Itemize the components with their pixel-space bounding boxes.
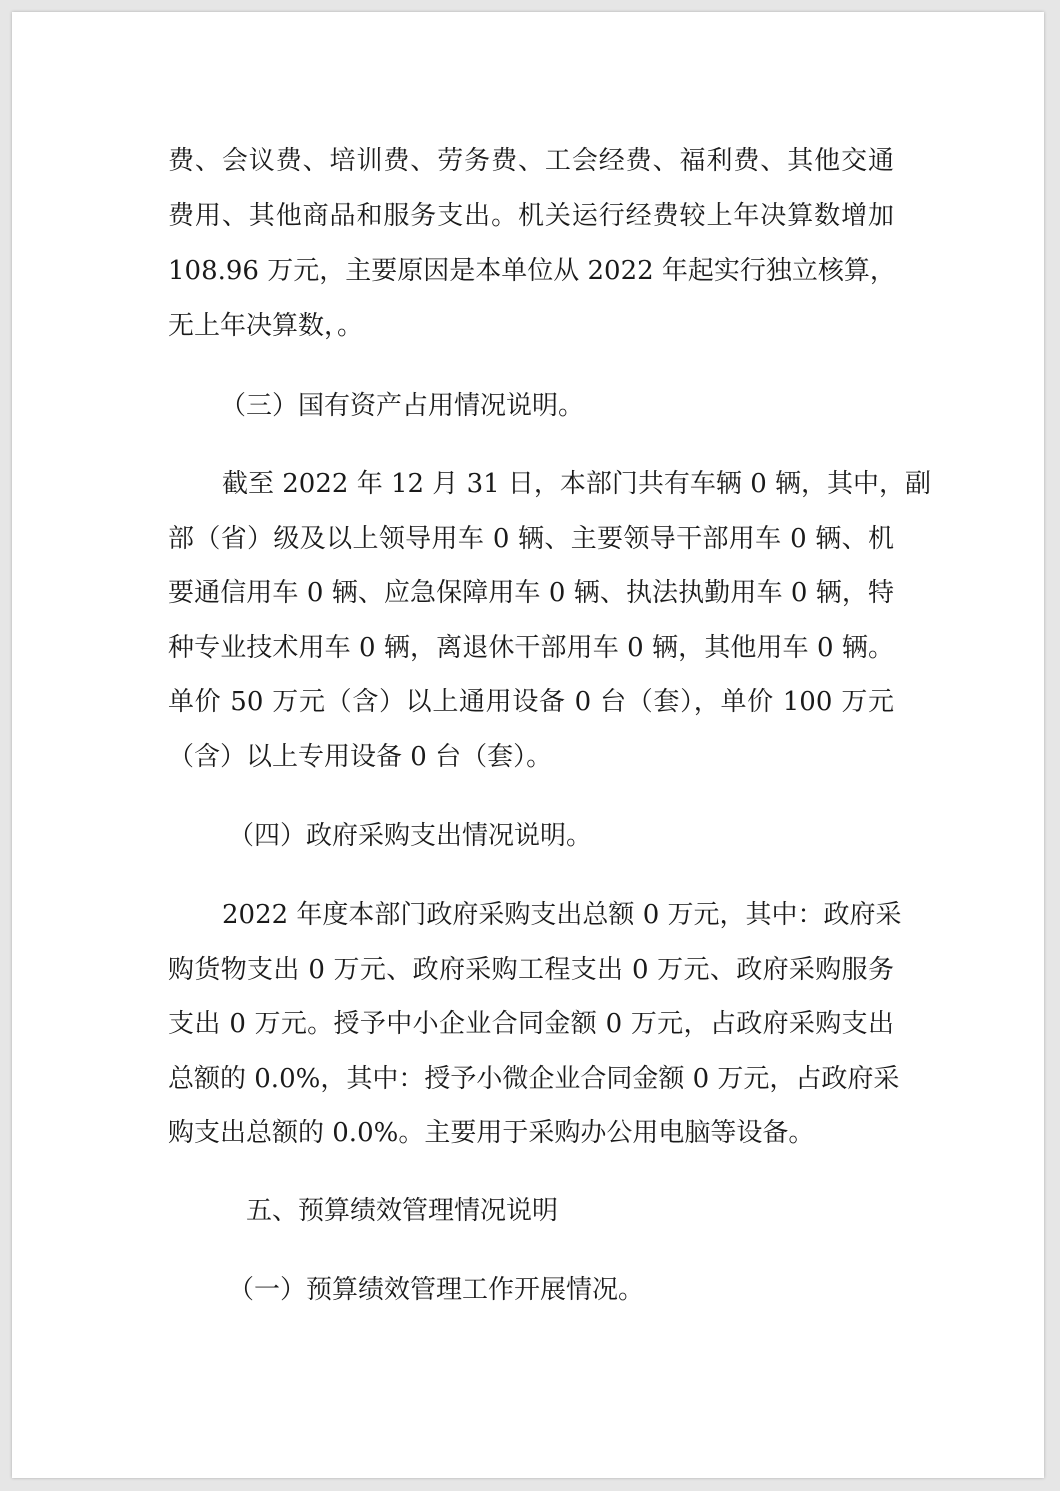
text-line: 无上年决算数，。 bbox=[168, 311, 364, 341]
text-line: 费用、其他商品和服务支出。机关运行经费较上年决算数增加 bbox=[168, 201, 894, 231]
text-line: 费、会议费、培训费、劳务费、工会经费、福利费、其他交通 bbox=[168, 146, 894, 176]
text-line: 购支出总额的 0.0%。主要用于采购办公用电脑等设备。 bbox=[168, 1118, 815, 1148]
section-heading: （四）政府采购支出情况说明。 bbox=[228, 821, 593, 851]
text-line: 108.96 万元，主要原因是本单位从 2022 年起实行独立核算， bbox=[168, 256, 896, 286]
text-line: （含）以上专用设备 0 台（套）。 bbox=[168, 742, 553, 772]
text-line: 购货物支出 0 万元、政府采购工程支出 0 万元、政府采购服务 bbox=[168, 955, 894, 985]
text-line: 单价 50 万元（含）以上通用设备 0 台（套），单价 100 万元 bbox=[168, 687, 894, 717]
text-line: 种专业技术用车 0 辆，离退休干部用车 0 辆，其他用车 0 辆。 bbox=[168, 633, 894, 663]
text-line: 2022 年度本部门政府采购支出总额 0 万元，其中：政府采 bbox=[222, 900, 902, 930]
section-heading: （三）国有资产占用情况说明。 bbox=[220, 391, 585, 421]
text-line: 部（省）级及以上领导用车 0 辆、主要领导干部用车 0 辆、机 bbox=[168, 524, 894, 554]
text-line: 总额的 0.0%，其中：授予小微企业合同金额 0 万元，占政府采 bbox=[168, 1064, 900, 1094]
text-line: 支出 0 万元。授予中小企业合同金额 0 万元，占政府采购支出 bbox=[168, 1009, 894, 1039]
chapter-heading: 五、预算绩效管理情况说明 bbox=[246, 1196, 559, 1226]
section-heading: （一）预算绩效管理工作开展情况。 bbox=[228, 1275, 645, 1305]
text-line: 要通信用车 0 辆、应急保障用车 0 辆、执法执勤用车 0 辆，特 bbox=[168, 578, 894, 608]
text-line: 截至 2022 年 12 月 31 日，本部门共有车辆 0 辆，其中，副 bbox=[222, 469, 931, 499]
